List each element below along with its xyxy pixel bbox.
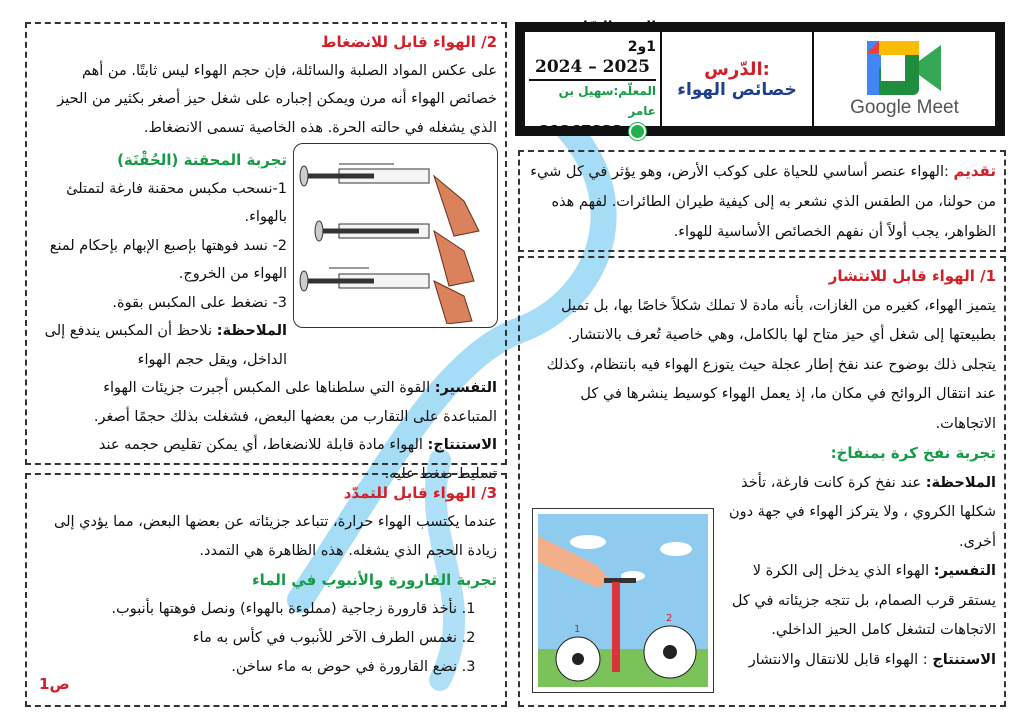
section2-title: 2/ الهواء قابل للانضغاط (320, 33, 497, 51)
intro-text: :الهواء عنصر أساسي للحياة على كوكب الأرض، وهو يؤثر في كل شيء من حولنا، من الطقس الذي نشعر به إلى كيفية طيران الطائرات. لفهم هذه الظواهر، يجب أولاً أن نفهم الخصائص الأساسية للهواء. (530, 164, 996, 240)
section2-experiment-title: تجربة المحقنة (الحُقْنَة) (117, 151, 287, 169)
step-2: 2. نغمس الطرف الآخر للأنبوب في كأس به ماء (35, 624, 457, 653)
conc-label: الاستنتاج (932, 651, 996, 668)
ball-label-1: 1 (574, 624, 581, 635)
section-expansion (25, 473, 507, 707)
lesson-label: الدّرس: (704, 58, 770, 80)
intro-box (518, 150, 1006, 252)
section3-paragraph: عندما يكتسب الهواء حرارة، تتباعد جزيئاته عن بعضها البعض، مما يؤدي إلى زيادة الحجم الذي يشغله. هذه الظاهرة هي التمدد. (53, 514, 497, 559)
logo-text: Google Meet (850, 97, 959, 118)
conc-text: : الهواء قابل للانتقال والانتشار (748, 651, 933, 668)
ball-label-2: 2 (666, 613, 673, 624)
school-year: 2025 – 2024 (529, 57, 656, 81)
section1-title: 1/ الهواء قابل للانتشار (828, 267, 996, 285)
exp-text: الهواء الذي يدخل إلى الكرة لا يستقر قرب الصمام، بل تتجه جزيئاته في كل الاتجاهات لتشغل كامل الحيز الداخلي. (731, 563, 996, 638)
step-3: 3. نضع القارورة في حوض به ماء ساخن. (35, 653, 457, 682)
google-meet-logo (812, 32, 995, 126)
lesson-title: خصائص الهواء (677, 79, 797, 100)
obs-text: عند نفخ كرة كانت فارغة، تأخذ شكلها الكروي ، ولا يتركز الهواء في جهة دون أخرى. (728, 474, 996, 550)
intro-label: تقديم (953, 162, 996, 180)
section1-paragraph2: يتجلى ذلك بوضوح عند نفخ إطار عجلة حيث يتوزع الهواء فيه بانتظام، وكذلك عند انتقال الروائح في مكان ما، إذ يعمل الهواء كوسيط ينشرها في كل الاتجاهات. (546, 356, 996, 432)
section1-experiment-title: تجربة نفخ كرة بمنفاخ: (830, 444, 996, 462)
obs-label: الملاحظة: (216, 323, 287, 339)
obs-label: الملاحظة: (925, 474, 996, 491)
obs-text: نلاحظ أن المكبس يندفع إلى الداخل، ويقل حجم الهواء (44, 323, 287, 368)
section3-experiment-title: تجربة القارورة والأنبوب في الماء (251, 571, 497, 589)
step-2: 2- نسد فوهتها بإصبع الإبهام بإحكام لمنع الهواء من الخروج. (49, 237, 287, 282)
teacher-name: المعلّم:سهيل بن عامر (558, 84, 656, 118)
exp-label: التفسير: (434, 380, 497, 396)
header-panel (515, 19, 1005, 140)
conc-text: الهواء مادة قابلة للانضغاط، أي يمكن تقليص حجمه عند تسليط ضغط عليه. (98, 437, 497, 482)
syringe-illustration (293, 143, 498, 328)
section2-paragraph: على عكس المواد الصلبة والسائلة، فإن حجم الهواء ليس ثابتًا. من أهم خصائص الهواء أنه مرن ويمكن إجباره على شغل حيز أصغر بكثير من الحيز الذي يشغله في حالته الحرة. هذه الخاصية تسمى الانضغاط. (57, 62, 497, 136)
exp-text: القوة التي سلطناها على المكبس أجبرت جزيئات الهواء المتباعدة على التقارب من بعضها البعض، فشغلت بذلك حجمًا أصغر. (93, 380, 497, 425)
whatsapp-icon (629, 123, 646, 140)
step-1: 1-نسحب مكبس محقنة فارغة لتمتلئ بالهواء. (66, 180, 287, 225)
step-1: 1. نأخذ قارورة زجاجية (مملوءة بالهواء) ونصل فوهتها بأنبوب. (35, 595, 457, 624)
section3-title: 3/ الهواء قابل للتمدّد (343, 484, 497, 502)
section1-paragraph1: يتميز الهواء، كغيره من الغازات، بأنه مادة لا تملك شكلاً خاصًا بها، بل تميل بطبيعتها إلى شغل أي حيز متاح لها بالكامل، وهي خاصية تُعرف بالانتشار. (561, 297, 996, 343)
page-number: ص1 (39, 675, 70, 693)
google-meet-icon (865, 39, 945, 97)
ball-pump-illustration (532, 508, 714, 693)
conc-label: الاستنتاج: (427, 437, 497, 453)
exp-label: التفسير: (933, 563, 996, 579)
lesson-cell (660, 32, 812, 126)
class-info (525, 19, 660, 140)
grade: السنة السّادسة 1و2 (553, 19, 656, 55)
step-3: 3- نضغط على المكبس بقوة. (112, 294, 287, 311)
phone-number: 21267833 (539, 122, 623, 140)
